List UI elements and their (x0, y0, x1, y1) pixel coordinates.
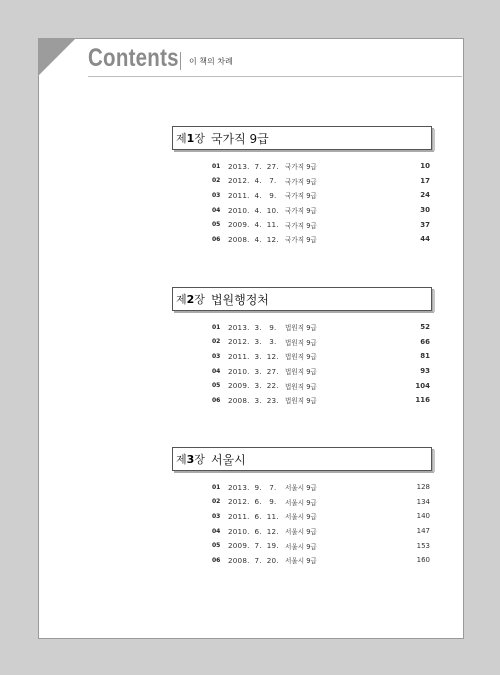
entry-number: 02 (212, 338, 221, 346)
entry-category: 국가직 9급 (285, 192, 317, 201)
entry-number: 04 (212, 206, 221, 214)
toc-entry[interactable] (172, 480, 432, 495)
entry-date: 2011. 6. 11. (228, 511, 279, 521)
chapter-heading[interactable] (172, 447, 432, 471)
entry-date: 2012. 3. 3. (228, 337, 277, 347)
toc-entry[interactable] (172, 393, 432, 408)
entry-category: 법원직 9급 (285, 368, 317, 377)
entry-number: 03 (212, 512, 221, 520)
chapter-3 (172, 447, 432, 568)
entry-date: 2013. 7. 27. (228, 161, 279, 171)
entry-number: 04 (212, 527, 221, 535)
toc-entry[interactable] (172, 349, 432, 364)
entry-date: 2009. 4. 11. (228, 220, 279, 230)
entry-number: 02 (212, 177, 221, 185)
entry-category: 서울시 9급 (285, 498, 317, 507)
entry-number: 06 (212, 396, 221, 404)
entry-category: 서울시 9급 (285, 542, 317, 551)
entry-number: 03 (212, 191, 221, 199)
entry-page: 30 (420, 206, 430, 215)
toc-entry[interactable] (172, 538, 432, 553)
header-rule (88, 76, 462, 77)
entry-category: 법원직 9급 (285, 324, 317, 333)
toc-entry[interactable] (172, 320, 432, 335)
page-corner-fold (38, 38, 76, 76)
entry-number: 03 (212, 352, 221, 360)
entry-page: 52 (420, 323, 430, 332)
entry-category: 국가직 9급 (285, 177, 317, 186)
entry-category: 법원직 9급 (285, 382, 317, 391)
entry-number: 06 (212, 556, 221, 564)
entry-number: 02 (212, 498, 221, 506)
entry-page: 128 (416, 483, 430, 492)
entry-page: 66 (420, 337, 430, 346)
chapter-heading[interactable] (172, 126, 432, 150)
entry-category: 법원직 9급 (285, 338, 317, 347)
toc-entry[interactable] (172, 188, 432, 203)
entry-number: 01 (212, 323, 221, 331)
entry-category: 국가직 9급 (285, 163, 317, 172)
entry-category: 법원직 9급 (285, 397, 317, 406)
toc-entry[interactable] (172, 174, 432, 189)
entry-date: 2008. 4. 12. (228, 234, 279, 244)
toc-entry[interactable] (172, 203, 432, 218)
entry-date: 2013. 9. 7. (228, 482, 277, 492)
chapter-title: 서울시 (210, 452, 246, 467)
toc-entry[interactable] (172, 495, 432, 510)
entry-date: 2008. 3. 23. (228, 395, 279, 405)
chapter-2 (172, 287, 432, 408)
entry-page: 24 (420, 191, 430, 200)
entry-page: 116 (415, 396, 430, 405)
entry-page: 10 (420, 162, 430, 171)
chapter-1 (172, 126, 432, 247)
entry-category: 국가직 9급 (285, 221, 317, 230)
entry-page: 160 (416, 556, 430, 565)
entry-category: 서울시 9급 (285, 557, 317, 566)
entry-category: 국가직 9급 (285, 236, 317, 245)
toc-entry[interactable] (172, 553, 432, 568)
toc-entry[interactable] (172, 509, 432, 524)
entry-date: 2011. 3. 12. (228, 351, 279, 361)
page-subtitle: 이 책의 차례 (189, 56, 233, 66)
entry-page: 147 (416, 527, 430, 536)
toc-entry[interactable] (172, 364, 432, 379)
entry-date: 2011. 4. 9. (228, 190, 277, 200)
entry-page: 93 (420, 367, 430, 376)
entry-date: 2010. 3. 27. (228, 366, 279, 376)
entry-page: 37 (420, 220, 430, 229)
chapter-title: 국가직 9급 (210, 131, 269, 146)
entry-number: 01 (212, 483, 221, 491)
chapter-label: 제2장 (176, 293, 205, 306)
entry-page: 81 (420, 352, 430, 361)
entry-number: 04 (212, 367, 221, 375)
chapter-label: 제1장 (176, 132, 205, 145)
entry-category: 국가직 9급 (285, 207, 317, 216)
entry-number: 01 (212, 162, 221, 170)
toc-entry[interactable] (172, 378, 432, 393)
entry-number: 06 (212, 235, 221, 243)
entry-category: 법원직 9급 (285, 353, 317, 362)
entry-number: 05 (212, 221, 221, 229)
entry-date: 2009. 3. 22. (228, 381, 279, 391)
entry-date: 2012. 4. 7. (228, 176, 277, 186)
entry-date: 2008. 7. 20. (228, 555, 279, 565)
entry-number: 05 (212, 382, 221, 390)
entry-date: 2012. 6. 9. (228, 497, 277, 507)
entry-number: 05 (212, 542, 221, 550)
chapter-entries (172, 320, 432, 408)
entry-page: 153 (416, 541, 430, 550)
chapter-heading[interactable] (172, 287, 432, 311)
chapter-entries (172, 480, 432, 568)
toc-entry[interactable] (172, 217, 432, 232)
chapter-entries (172, 159, 432, 247)
entry-date: 2013. 3. 9. (228, 322, 277, 332)
entry-date: 2010. 6. 12. (228, 526, 279, 536)
entry-date: 2010. 4. 10. (228, 205, 279, 215)
chapter-title: 법원행정처 (210, 292, 269, 307)
toc-entry[interactable] (172, 524, 432, 539)
entry-date: 2009. 7. 19. (228, 541, 279, 551)
entry-page: 44 (420, 235, 430, 244)
entry-page: 140 (416, 512, 430, 521)
entry-category: 서울시 9급 (285, 513, 317, 522)
header-divider (180, 52, 181, 70)
contents-header (88, 44, 233, 73)
entry-page: 17 (420, 176, 430, 185)
entry-page: 104 (415, 381, 430, 390)
chapter-label: 제3장 (176, 453, 205, 466)
entry-page: 134 (416, 497, 430, 506)
toc-entry[interactable] (172, 232, 432, 247)
entry-category: 서울시 9급 (285, 528, 317, 537)
toc-entry[interactable] (172, 335, 432, 350)
toc-entry[interactable] (172, 159, 432, 174)
page-title: Contents (88, 44, 179, 72)
entry-category: 서울시 9급 (285, 484, 317, 493)
